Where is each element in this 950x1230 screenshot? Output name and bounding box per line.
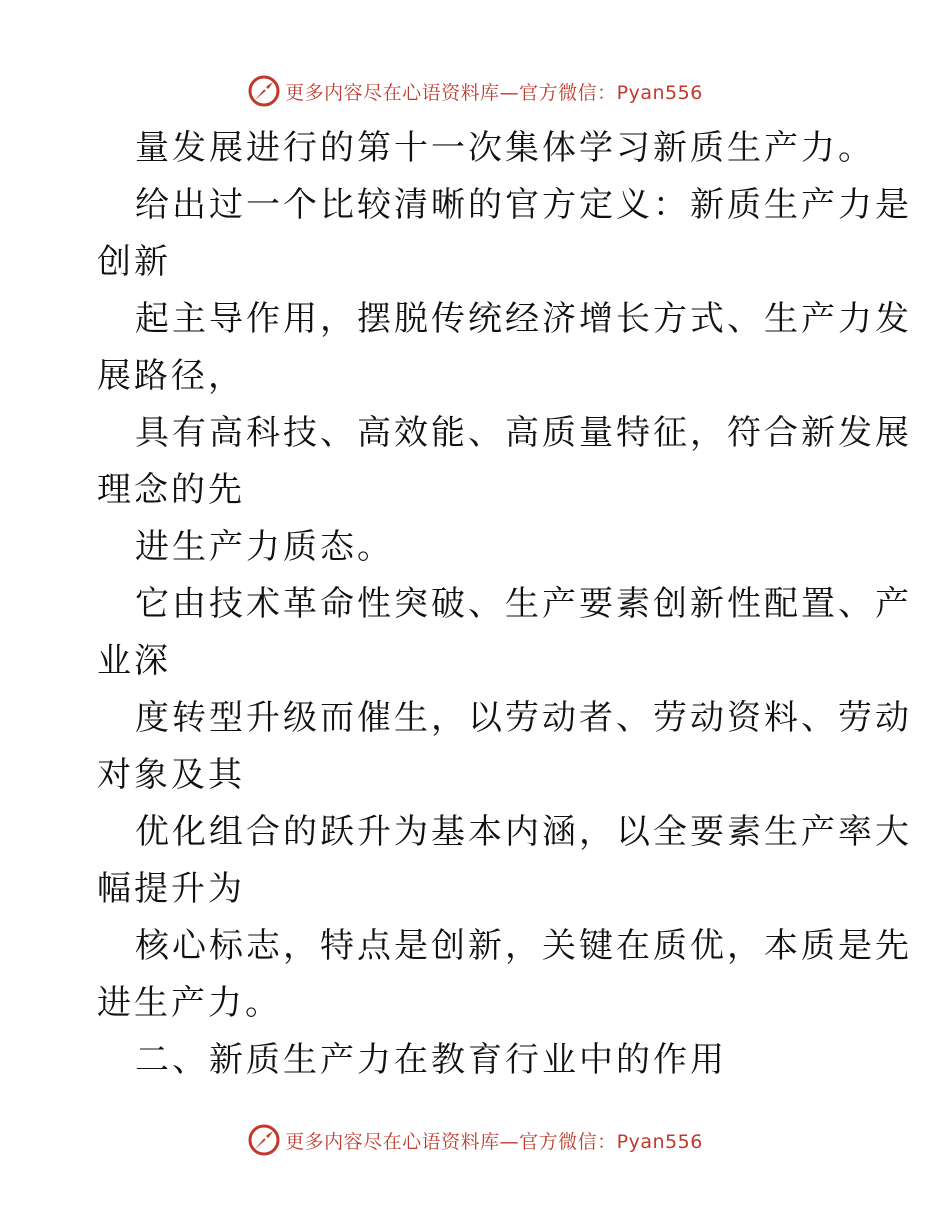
paragraph-line: 对象及其 (97, 755, 245, 795)
section-heading: 二、新质生产力在教育行业中的作用 (135, 1040, 727, 1080)
paragraph-line: 给出过一个比较清晰的官方定义：新质生产力是 (135, 185, 912, 225)
paragraph-line: 优化组合的跃升为基本内涵，以全要素生产率大 (135, 812, 912, 852)
paragraph-line: 量发展进行的第十一次集体学习新质生产力。 (135, 128, 875, 168)
paragraph-line: 它由技术革命性突破、生产要素创新性配置、产 (135, 584, 912, 624)
paragraph-line: 创新 (97, 242, 171, 282)
header-banner (0, 71, 950, 111)
paragraph-line: 核心标志，特点是创新，关键在质优，本质是先 (135, 926, 912, 966)
footer-banner (0, 1120, 950, 1160)
pen-nib-logo-icon (247, 74, 281, 108)
header-banner-text: 更多内容尽在心语资料库—官方微信：Pyan556 (285, 81, 703, 104)
pen-nib-logo-icon (247, 1123, 281, 1157)
paragraph-line: 度转型升级而催生，以劳动者、劳动资料、劳动 (135, 698, 912, 738)
paragraph-line: 具有高科技、高效能、高质量特征，符合新发展 (135, 413, 912, 453)
document-body (97, 120, 912, 1089)
paragraph-line: 进生产力质态。 (135, 527, 394, 567)
paragraph-line: 理念的先 (97, 470, 245, 510)
footer-banner-text: 更多内容尽在心语资料库—官方微信：Pyan556 (285, 1130, 703, 1153)
paragraph-line: 进生产力。 (97, 983, 282, 1023)
paragraph-line: 展路径， (97, 356, 245, 396)
paragraph-line: 幅提升为 (97, 869, 245, 909)
paragraph-line: 业深 (97, 641, 171, 681)
paragraph-line: 起主导作用，摆脱传统经济增长方式、生产力发 (135, 299, 912, 339)
